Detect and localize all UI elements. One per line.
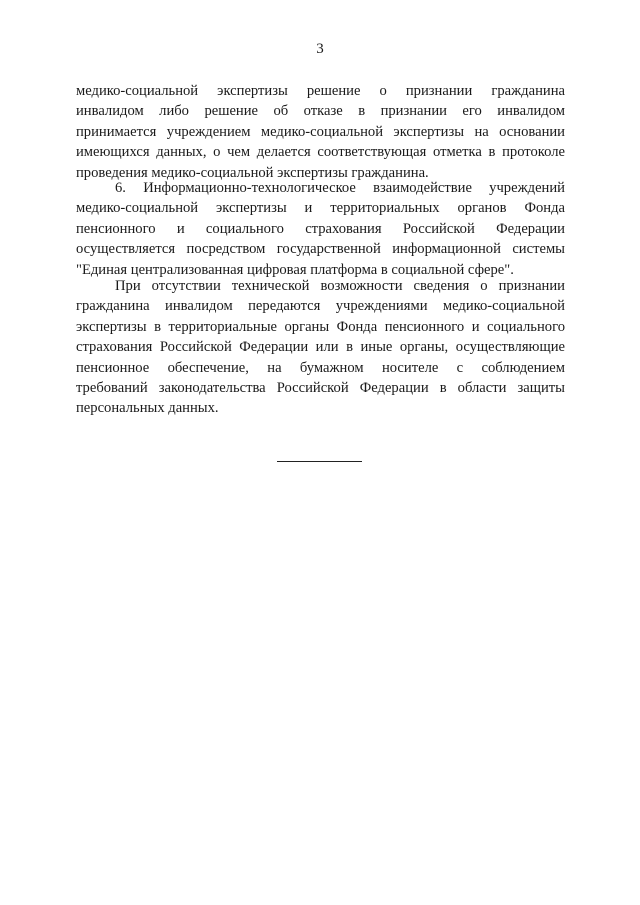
paragraph-line: медико-социальной экспертизы и территориальных органов Фонда	[76, 200, 565, 217]
end-of-document-rule	[277, 461, 362, 462]
page-number: 3	[316, 41, 324, 57]
paragraph-1	[76, 81, 565, 183]
paragraph-line: "Единая централизованная цифровая платформа в социальной сфере".	[76, 261, 514, 278]
paragraph-line: инвалидом либо решение об отказе в признании его инвалидом	[76, 103, 565, 120]
paragraph-line: проведения медико-социальной экспертизы гражданина.	[76, 164, 429, 181]
paragraph-line: 6. Информационно-технологическое взаимодействие учреждений	[115, 180, 565, 196]
paragraph-line: принимается учреждением медико-социальной экспертизы на основании	[76, 123, 565, 140]
paragraph-line: страхования Российской Федерации или в иные органы, осуществляющие	[76, 339, 565, 356]
paragraph-line: медико-социальной экспертизы решение о признании гражданина	[76, 83, 565, 99]
paragraph-line: пенсионное обеспечение, на бумажном носителе с соблюдением	[76, 359, 565, 376]
paragraph-line: При отсутствии технической возможности сведения о признании	[115, 278, 565, 294]
paragraph-3	[76, 276, 565, 419]
paragraph-2	[76, 178, 565, 280]
paragraph-line: персональных данных.	[76, 400, 219, 417]
paragraph-line: имеющихся данных, о чем делается соответствующая отметка в протоколе	[76, 144, 565, 161]
paragraph-line: пенсионного и социального страхования Российской Федерации	[76, 220, 565, 237]
paragraph-line: экспертизы в территориальные органы Фонда пенсионного и социального	[76, 318, 565, 335]
paragraph-line: осуществляется посредством государственной информационной системы	[76, 241, 565, 258]
paragraph-line: гражданина инвалидом передаются учреждениями медико-социальной	[76, 298, 565, 315]
paragraph-line: требований законодательства Российской Федерации в области защиты	[76, 379, 565, 396]
